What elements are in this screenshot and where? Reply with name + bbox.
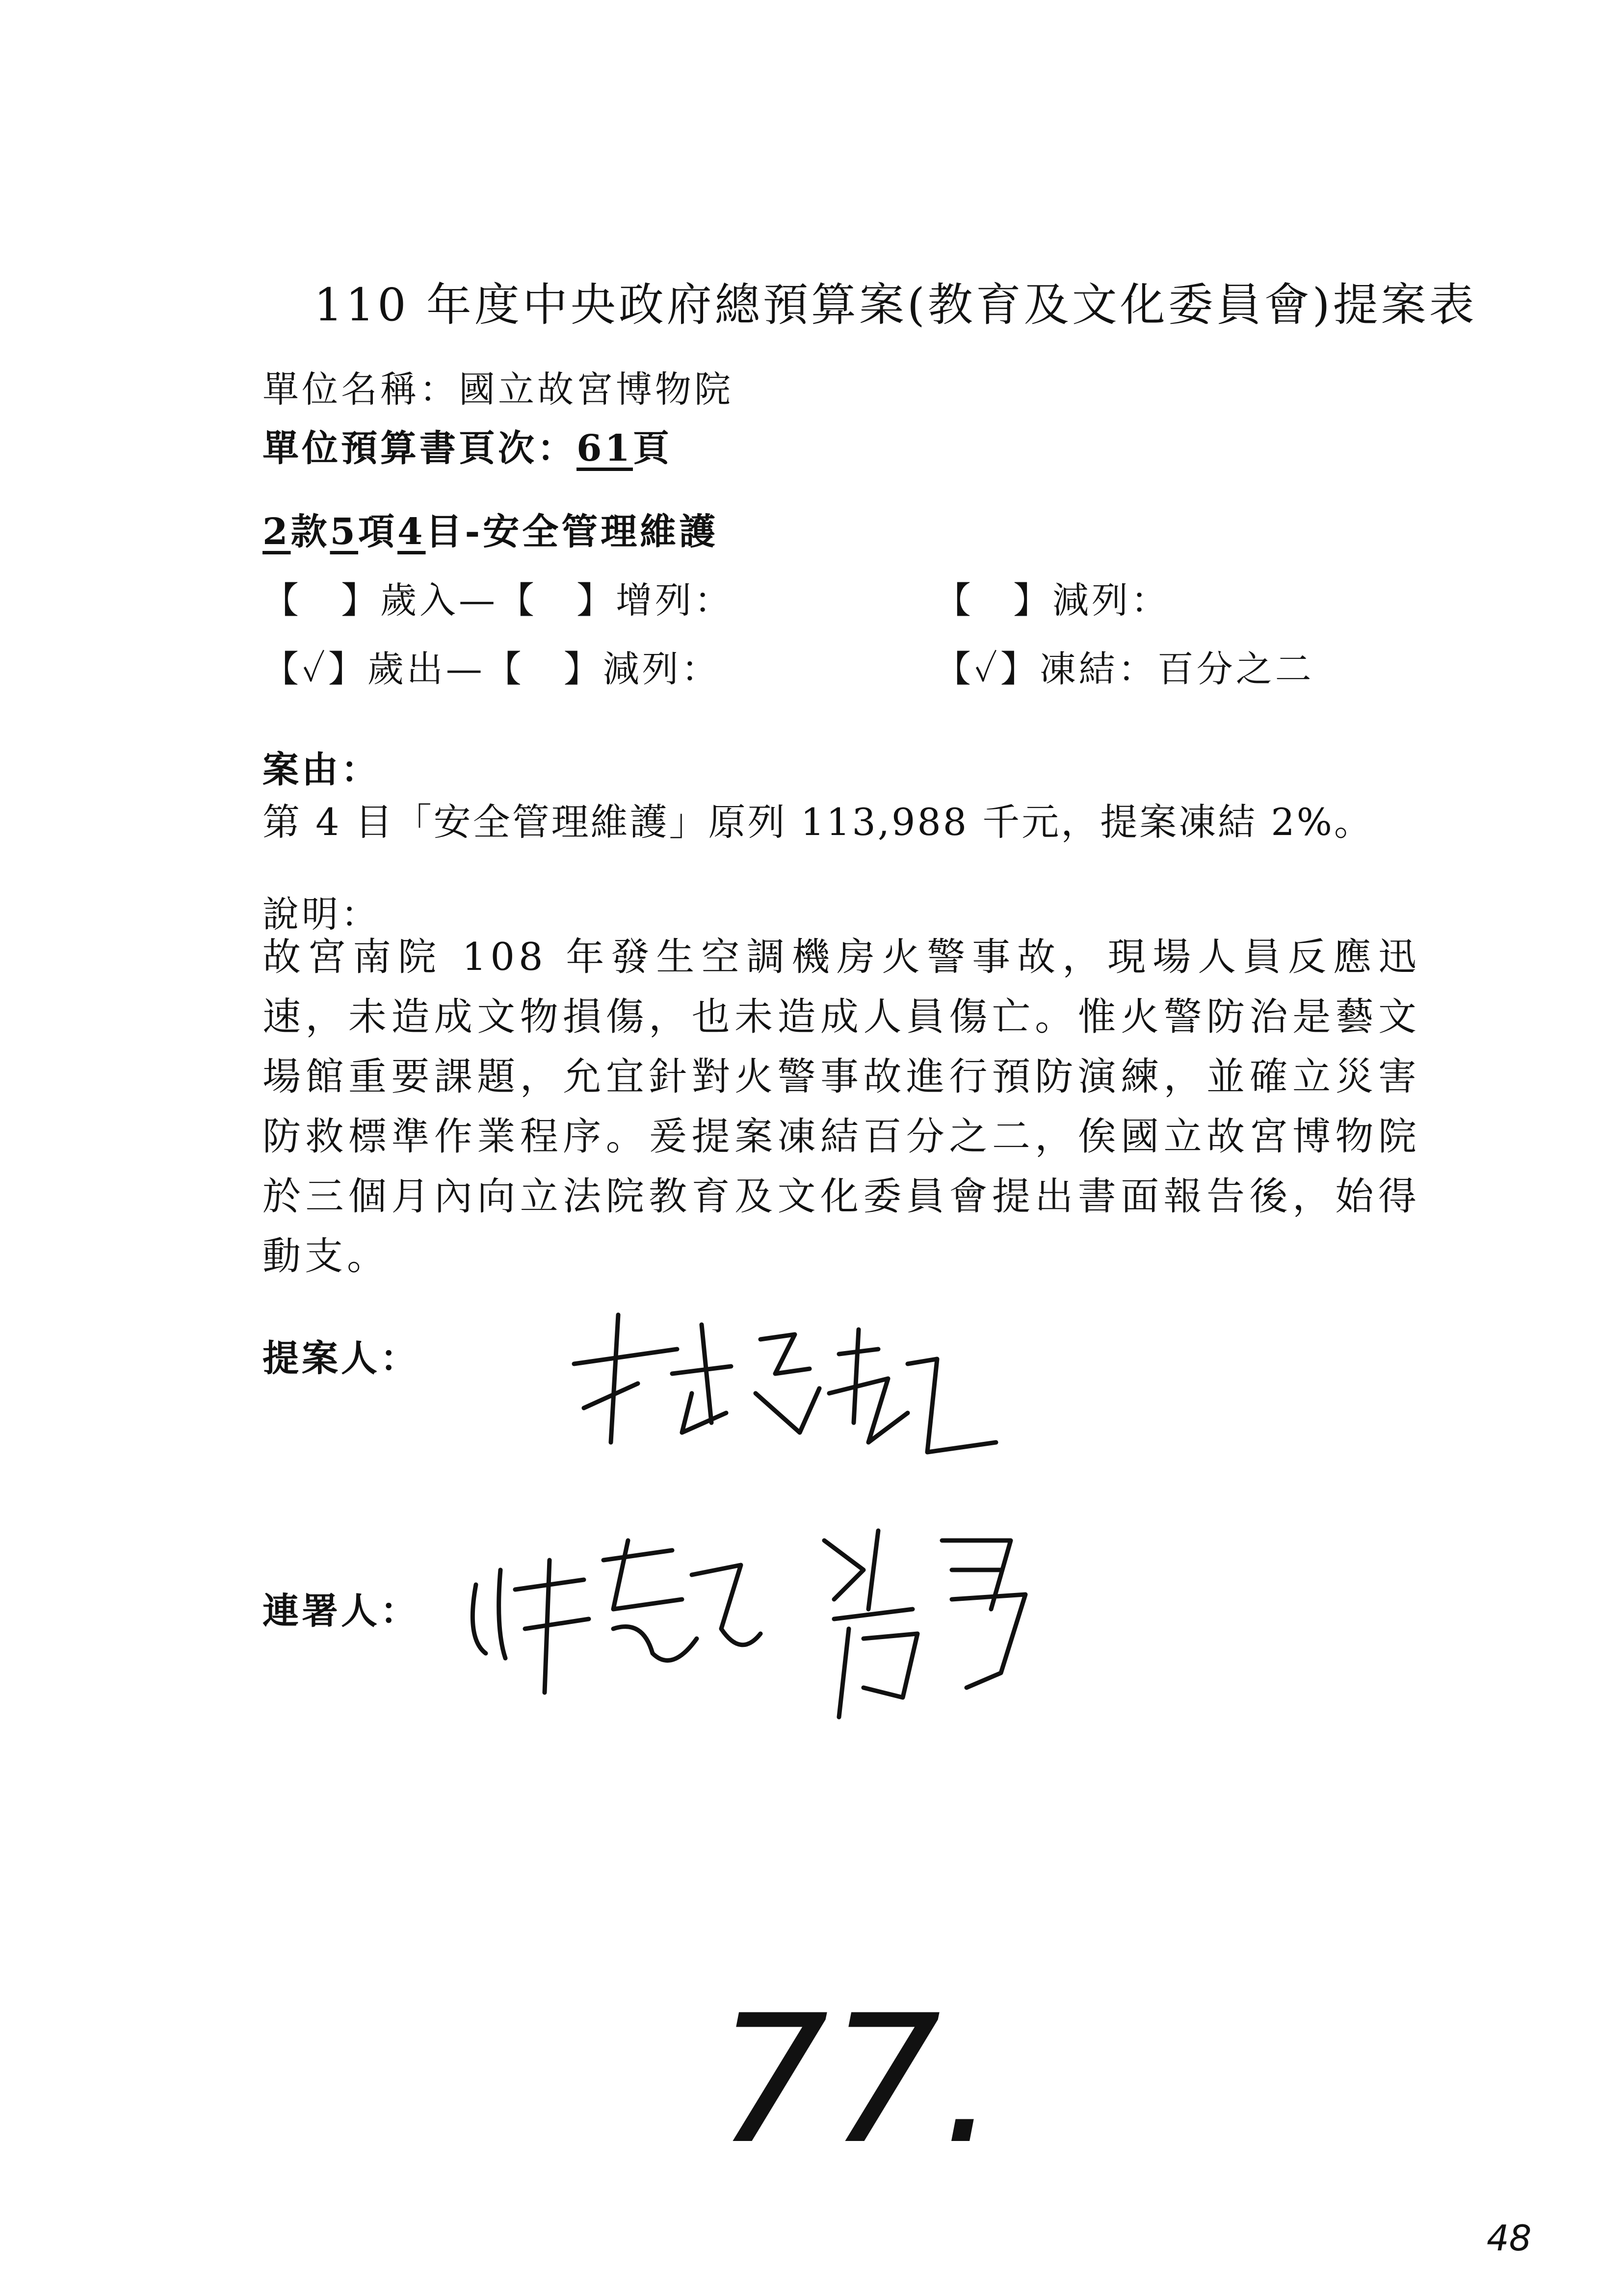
item-mu-label: 目-安全管理維護 [425, 511, 719, 553]
option-freeze-mark: 【✓】 [935, 648, 1040, 690]
page-number: 48 [1487, 2218, 1532, 2259]
proposer-signature [564, 1295, 1006, 1462]
option-revenue [262, 572, 733, 624]
unit-name: 單位名稱：國立故宮博物院 [262, 368, 733, 411]
option-revenue-mark: 【 】 [262, 579, 380, 622]
item-kuan-number: 2 [262, 511, 291, 553]
cosigner-label: 連署人： [262, 1590, 419, 1632]
explanation-text: 故宮南院 108 年發生空調機房火警事故，現場人員反應迅速，未造成文物損傷，也未造成人員傷亡。惟火警防治是藝文場館重要課題，允宜針對火警事故進行預防演練，並確立災害防救標準作業程序。爰提案凍結百分之二，俟國立故宮博物院於三個月內向立法院教育及文化委員會提出書面報告後，始得動支。 [262, 935, 1420, 1278]
cosigner-signature-1 [466, 1531, 770, 1707]
page-title: 110 年度中央政府總預算案(教育及文化委員會)提案表 [314, 279, 1477, 331]
handwritten-number: 77. [716, 1977, 997, 2183]
explanation-heading: 說明： [262, 893, 380, 936]
reason-text: 第 4 目「安全管理維護」原列 113,988 千元，提案凍結 2%。 [262, 800, 1373, 844]
option-expense [262, 640, 721, 692]
option-reduce-mark: 【 】 [935, 579, 1052, 622]
option-freeze [935, 640, 1314, 692]
budget-page-prefix: 單位預算書頁次： [262, 427, 576, 470]
item-kuan-label: 款 [290, 511, 330, 553]
option-freeze-label: 凍結：百分之二 [1039, 648, 1314, 690]
item-mu-number: 4 [397, 511, 426, 553]
cosigner-signature-2 [805, 1511, 1040, 1737]
option-revenue-label: 歲入—【 】增列： [380, 579, 733, 622]
option-reduce [935, 572, 1170, 624]
proposer-label: 提案人： [262, 1337, 419, 1380]
budget-page-line [262, 419, 672, 471]
item-xiang-number: 5 [330, 511, 358, 553]
option-expense-mark: 【✓】 [262, 648, 367, 690]
budget-page-suffix: 頁 [632, 427, 672, 470]
budget-page-number: 61 [576, 427, 633, 470]
item-line [262, 503, 718, 555]
item-xiang-label: 項 [358, 511, 397, 553]
reason-heading: 案由： [262, 749, 380, 791]
option-expense-label: 歲出—【 】減列： [367, 648, 721, 690]
option-reduce-label: 減列： [1052, 579, 1170, 622]
